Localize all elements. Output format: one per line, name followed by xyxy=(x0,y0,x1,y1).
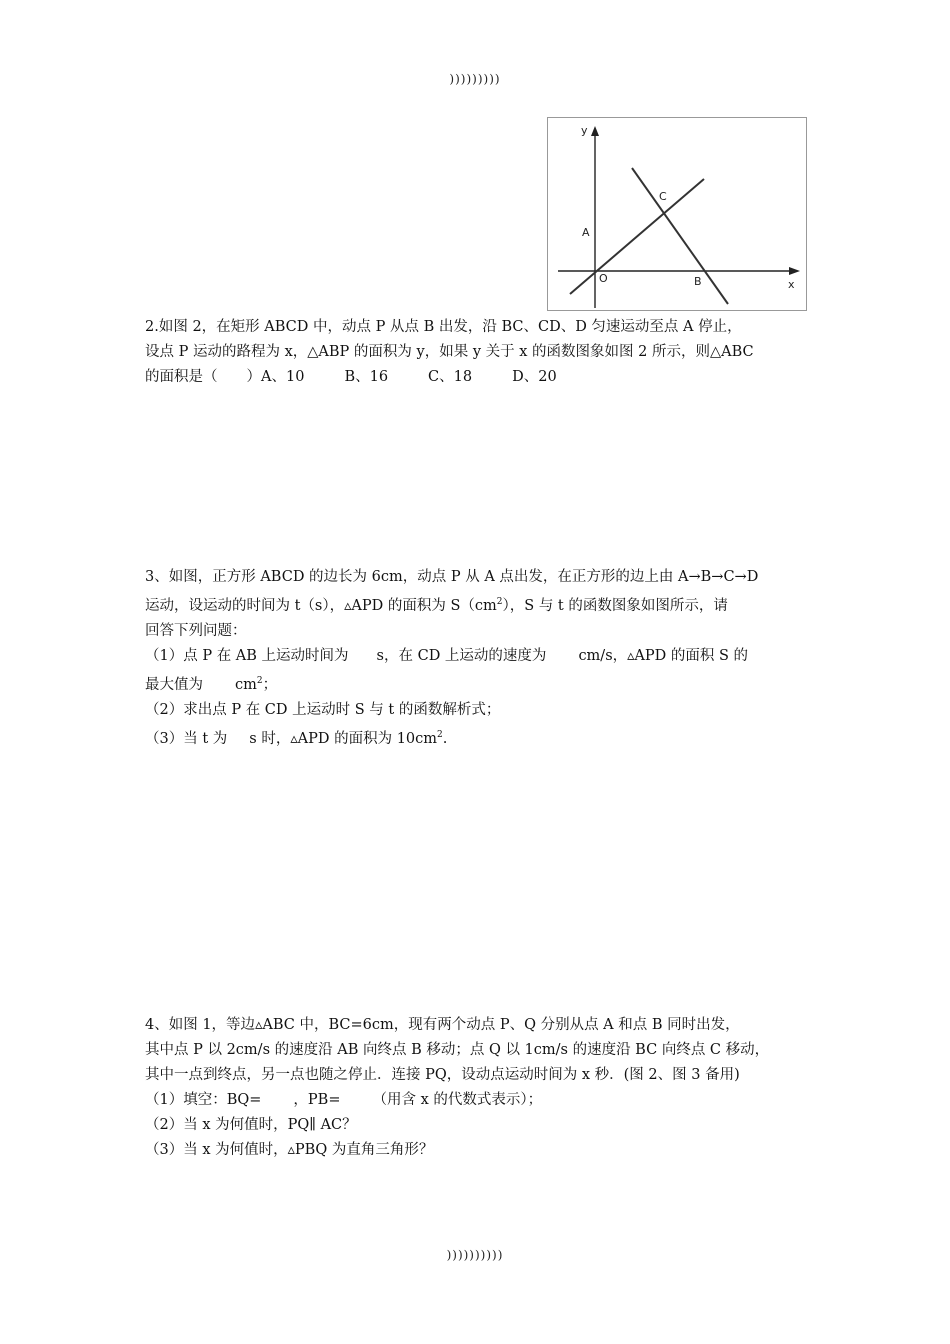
function-graph-figure xyxy=(547,117,807,311)
option-a: A、10 xyxy=(261,369,305,385)
label-A: A xyxy=(582,226,590,239)
text-segment: cm xyxy=(235,676,257,693)
text-segment: （1）点 P 在 AB 上运动时间为 xyxy=(145,647,349,664)
label-O: O xyxy=(599,272,608,285)
text-segment: （3）当 x 为何值时， xyxy=(145,1142,288,1158)
text-segment: ），S 与 t 的函数图象如图所示，请 xyxy=(502,597,728,614)
text-segment: 4、如图 1，等边 xyxy=(145,1017,256,1033)
problem-3-question-1 xyxy=(145,644,810,669)
text-segment: s，在 CD 上运动的速度为 xyxy=(376,647,547,664)
x-axis-arrow xyxy=(789,267,800,275)
triangle-symbol: ▵ xyxy=(287,1142,295,1158)
rising-line xyxy=(570,179,704,294)
text-segment: ABC 中，BC=6cm，现有两个动点 P、Q 分别从点 A 和点 B 同时出发， xyxy=(262,1017,740,1033)
graph-svg xyxy=(548,118,808,312)
falling-line xyxy=(632,168,728,304)
problem-2-line-1: 2.如图 2，在矩形 ABCD 中，动点 P 从点 B 出发，沿 BC、CD、D 匀速运动至点 A 停止， xyxy=(145,319,742,335)
text-segment: cm/s， xyxy=(578,647,628,664)
problem-4-line-2: 其中点 P 以 2cm/s 的速度沿 AB 向终点 B 移动；点 Q 以 1cm/s 的速度沿 BC 向终点 C 移动， xyxy=(145,1042,770,1058)
text-segment: s 时， xyxy=(249,730,291,747)
text-segment: PBQ 为直角三角形？ xyxy=(294,1142,434,1158)
label-C: C xyxy=(659,190,667,203)
text-segment: APD 的面积 S 的 xyxy=(634,647,749,664)
problem-4 xyxy=(145,1013,810,1163)
page-footer: )))))))))) xyxy=(446,1248,504,1262)
superscript: 2 xyxy=(437,729,443,740)
problem-2 xyxy=(145,315,810,390)
problem-2-line-2: 设点 P 运动的路程为 x，△ABP 的面积为 y，如果 y 关于 x 的函数图象如图 2 所示，则△ABC xyxy=(145,344,754,360)
triangle-symbol: ▵ xyxy=(627,647,635,664)
triangle-symbol: ▵ xyxy=(344,597,352,614)
problem-2-prefix: 的面积是（ ） xyxy=(145,369,261,385)
triangle-symbol: ▵ xyxy=(255,1017,263,1033)
text-segment: ，PB= xyxy=(293,1092,341,1108)
problem-3-line-3: 回答下列问题： xyxy=(145,622,247,639)
problem-3-line-1: 3、如图，正方形 ABCD 的边长为 6cm，动点 P 从 A 点出发，在正方形的边上由 A→B→C→D xyxy=(145,569,759,585)
page-header: ))))))))) xyxy=(449,72,501,86)
text-segment: APD 的面积为 10cm xyxy=(297,730,438,747)
text-segment: . xyxy=(442,730,448,747)
problem-4-question-1 xyxy=(145,1088,810,1113)
y-axis-arrow xyxy=(591,126,599,136)
option-d: D、20 xyxy=(512,369,557,385)
problem-4-question-2: （2）当 x 为何值时，PQ∥ AC？ xyxy=(145,1117,357,1133)
problem-3-line-2 xyxy=(145,590,810,619)
problem-4-line-3: 其中一点到终点，另一点也随之停止．连接 PQ，设动点运动时间为 x 秒．(图 2、图 3 备用) xyxy=(145,1067,740,1083)
text-segment: 最大值为 xyxy=(145,676,203,693)
text-segment: （1）填空：BQ= xyxy=(145,1092,262,1108)
text-segment: 运动，设运动的时间为 t（s）， xyxy=(145,597,345,614)
option-c: C、18 xyxy=(428,369,473,385)
superscript: 2 xyxy=(256,675,263,686)
problem-2-line-3 xyxy=(145,365,810,390)
text-segment: APD 的面积为 S（cm xyxy=(351,597,497,614)
label-B: B xyxy=(694,275,702,288)
text-segment: ； xyxy=(262,676,278,693)
label-y: y xyxy=(581,124,588,137)
problem-4-line-1 xyxy=(145,1013,810,1038)
problem-3 xyxy=(145,565,810,751)
problem-3-question-3 xyxy=(145,723,810,752)
label-x: x xyxy=(788,278,795,291)
problem-4-question-3 xyxy=(145,1138,810,1163)
option-b: B、16 xyxy=(344,369,389,385)
problem-3-question-1-cont xyxy=(145,669,810,698)
text-segment: （3）当 t 为 xyxy=(145,730,228,747)
text-segment: （用含 x 的代数式表示）； xyxy=(372,1092,543,1108)
triangle-symbol: ▵ xyxy=(290,730,298,747)
problem-3-question-2: （2）求出点 P 在 CD 上运动时 S 与 t 的函数解析式； xyxy=(145,701,501,718)
superscript: 2 xyxy=(496,597,503,607)
